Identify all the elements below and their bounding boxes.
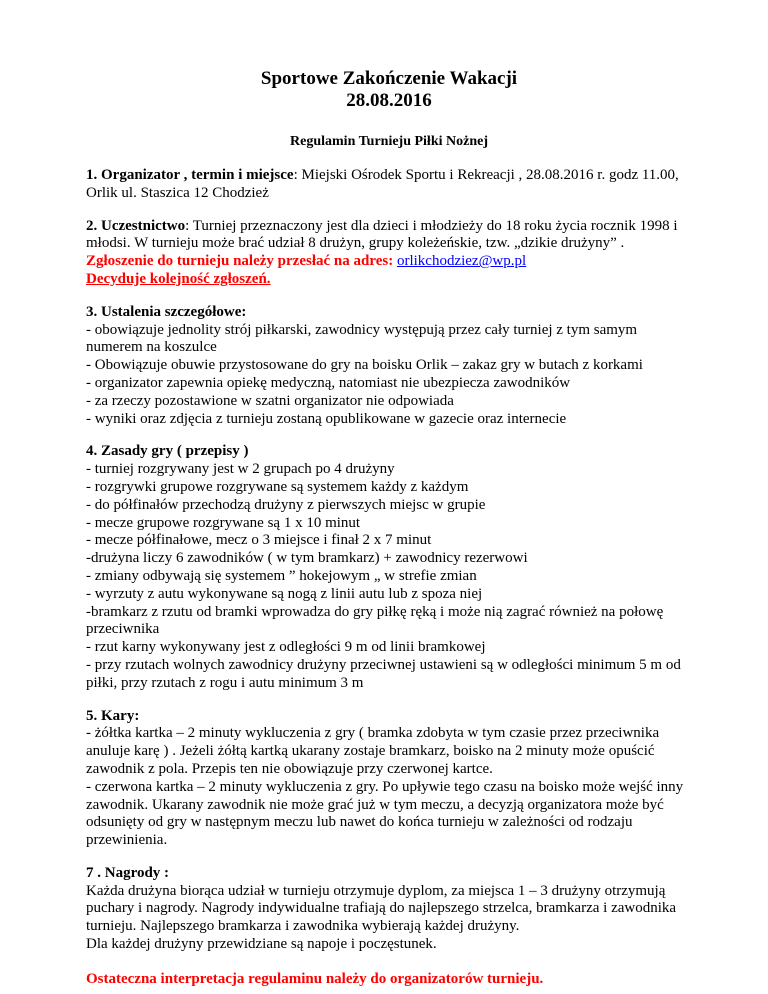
rules-line: - zmiany odbywają się systemem ” hokejowym „ w strefie zmian <box>86 567 477 584</box>
rules-line: piłki, przy rzutach z rogu i autu minimum 3 m <box>86 674 364 691</box>
signup-text: Zgłoszenie do turnieju należy przesłać na adres: <box>86 253 397 270</box>
penalties-line: odsunięty od gry w następnym meczu lub nawet do końca turnieju w zależności od rodzaju <box>86 814 633 831</box>
signup-email-link[interactable]: orlikchodziez@wp.pl <box>396 253 527 270</box>
section-organizer <box>86 167 692 203</box>
penalties-label: 5. Kary: <box>86 707 140 724</box>
section-participants <box>86 218 692 289</box>
prizes-line: Dla każdej drużyny przewidziane są napoje i poczęstunek. <box>86 936 437 953</box>
rules-line: przeciwnika <box>86 621 160 638</box>
penalties-line: zawodnik. Ukarany zawodnik nie może grać już w tym meczu, a decyzją organizatora może być <box>86 796 664 813</box>
penalties-line: przewinienia. <box>86 832 168 849</box>
rules-line: - turniej rozgrywany jest w 2 grupach po 4 drużyny <box>86 461 395 478</box>
participants-text-1: : Turniej przeznaczony jest dla dzieci i młodzieży do 18 roku życia rocznik 1998 i <box>185 217 678 234</box>
rules-line: - przy rzutach wolnych zawodnicy drużyny przeciwnej ustawieni są w odległości minimum 5 m od <box>86 656 681 673</box>
penalties-line: - żółtka kartka – 2 minuty wykluczenia z gry ( bramka zdobyta w tym czasie przez przeciwnika <box>86 725 660 742</box>
rules-label: 4. Zasady gry ( przepisy ) <box>86 443 249 460</box>
rules-line: - wyrzuty z autu wykonywane są nogą z linii autu lub z spoza niej <box>86 585 483 602</box>
details-line: numerem na koszulce <box>86 339 217 356</box>
section-penalties <box>86 708 692 850</box>
penalties-line: - czerwona kartka – 2 minuty wykluczenia z gry. Po upływie tego czasu na boisko może wejść inny <box>86 778 684 795</box>
section-rules <box>86 443 692 692</box>
organizer-line-2: Orlik ul. Staszica 12 Chodzież <box>86 184 269 201</box>
prizes-line: turnieju. Najlepszego bramkarza i zawodnika wybierają każdej drużyny. <box>86 918 520 935</box>
prizes-line: Każda drużyna biorąca udział w turnieju otrzymuje dyplom, za miejsca 1 – 3 drużyny otrzymują <box>86 882 666 899</box>
title-date: 28.08.2016 <box>346 90 432 111</box>
signup-line <box>86 253 692 271</box>
signup-order-note: Decyduje kolejność zgłoszeń. <box>86 270 271 287</box>
rules-line: - do półfinałów przechodzą drużyny z pierwszych miejsc w grupie <box>86 496 486 513</box>
prizes-line: puchary i nagrody. Nagrody indywidualne trafiają do najlepszego strzelca, bramkarza i zawodnika <box>86 900 677 917</box>
title-line-1: Sportowe Zakończenie Wakacji <box>260 68 518 89</box>
participants-line-1 <box>86 218 692 236</box>
details-line: - za rzeczy pozostawione w szatni organizator nie odpowiada <box>86 392 454 409</box>
organizer-label: 1. Organizator , termin i miejsce <box>86 167 294 183</box>
details-line: - wyniki oraz zdjęcia z turnieju zostaną opublikowane w gazecie oraz internecie <box>86 410 567 427</box>
document-title <box>86 68 692 112</box>
rules-line: - mecze grupowe rozgrywane są 1 x 10 minut <box>86 514 361 531</box>
rules-line: - rozgrywki grupowe rozgrywane są systemem każdy z każdym <box>86 478 469 495</box>
rules-line: -drużyna liczy 6 zawodników ( w tym bramkarz) + zawodnicy rezerwowi <box>86 550 528 567</box>
rules-line: - mecze półfinałowe, mecz o 3 miejsce i finał 2 x 7 minut <box>86 532 432 549</box>
final-note: Ostateczna interpretacja regulaminu należy do organizatorów turnieju. <box>86 970 544 987</box>
rules-line: - rzut karny wykonywany jest z odległości 9 m od linii bramkowej <box>86 639 486 656</box>
section-details <box>86 304 692 429</box>
participants-line-2: młodsi. W turnieju może brać udział 8 drużyn, grupy koleżeńskie, tzw. „dzikie drużyny” . <box>86 235 625 252</box>
organizer-line-1 <box>86 167 692 185</box>
details-line: - Obowiązuje obuwie przystosowane do gry na boisku Orlik – zakaz gry w butach z korkami <box>86 357 643 374</box>
participants-label: 2. Uczestnictwo <box>86 217 186 234</box>
document-page <box>86 68 692 989</box>
penalties-line: zawodnik z pola. Przepis ten nie obowiązuje przy czerwonej kartce. <box>86 760 493 777</box>
prizes-label: 7 . Nagrody : <box>86 864 170 881</box>
document-subtitle: Regulamin Turnieju Piłki Nożnej <box>290 134 488 149</box>
details-label: 3. Ustalenia szczegółowe: <box>86 303 247 320</box>
details-line: - obowiązuje jednolity strój piłkarski, zawodnicy występują przez cały turniej z tym samym <box>86 321 638 338</box>
penalties-line: anuluje karę ) . Jeżeli żółtą kartką ukarany zostaje bramkarz, boisko na 2 minuty może opuścić <box>86 743 655 760</box>
rules-line: -bramkarz z rzutu od bramki wprowadza do gry piłkę ręką i może nią zagrać również na połowę <box>86 603 664 620</box>
details-line: - organizator zapewnia opiekę medyczną, natomiast nie ubezpiecza zawodników <box>86 374 571 391</box>
section-prizes <box>86 865 692 954</box>
organizer-text-1: : Miejski Ośrodek Sportu i Rekreacji , 28.08.2016 r. godz 11.00, <box>293 167 679 183</box>
